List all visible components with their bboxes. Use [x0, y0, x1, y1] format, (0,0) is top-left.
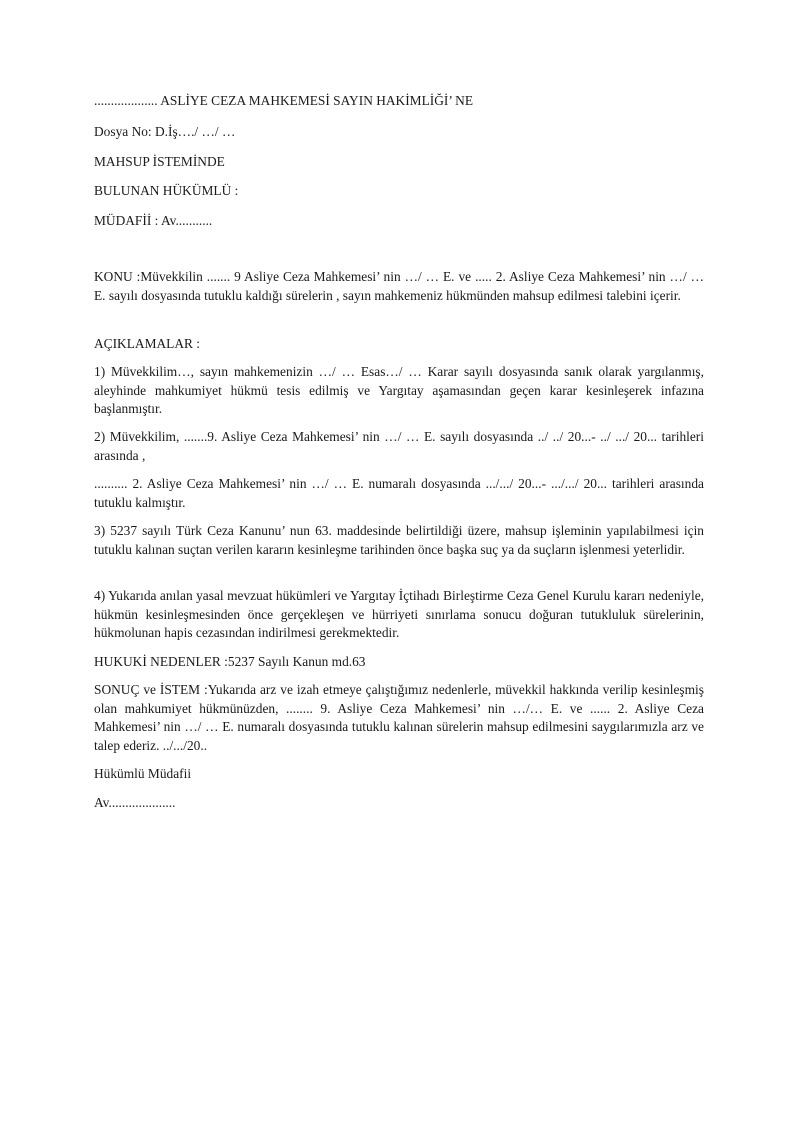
- request-label: MAHSUP İSTEMİNDE: [94, 154, 225, 169]
- explanations-heading: AÇIKLAMALAR :: [94, 336, 201, 351]
- explanation-item-3: 3) 5237 sayılı Türk Ceza Kanunu’ nun 63. maddesinde belirtildiği üzere, mahsup işleminin yapılabilmesi için tutuklu kalınan suçtan verilen kararın kesinleşme tarihinden önce başka suç ya da suçların işlenmesi yeterlidir.: [94, 523, 704, 557]
- explanation-item-2-continued: .......... 2. Asliye Ceza Mahkemesi’ nin …/ … E. numaralı dosyasında .../.../ 20...- .../.../ 20... tarihleri arasında tutuklu kalmıştır.: [94, 476, 704, 510]
- court-heading: ................... ASLİYE CEZA MAHKEMESİ SAYIN HAKİMLİĞİ’ NE: [94, 93, 474, 108]
- subject-paragraph: KONU :Müvekkilin ....... 9 Asliye Ceza Mahkemesi’ nin …/ … E. ve ..... 2. Asliye Ceza Mahkemesi’ nin …/ … E. sayılı dosyasında tutuklu kaldığı sürelerin , sayın mahkemeniz hükmünden mahsup edilmesi talebini içerir.: [94, 269, 704, 303]
- explanation-item-4: 4) Yukarıda anılan yasal mevzuat hükümleri ve Yargıtay İçtihadı Birleştirme Ceza Genel Kurulu kararı nedeniyle, hükmün kesinleşmesinden önce gerçekleşen ve hürriyeti sınırlama sonucu doğuran tutukluluk sürelerinin, hükmolunan hapis cezasından indirilmesi gerekmektedir.: [94, 588, 704, 640]
- signature-name: Av....................: [94, 795, 176, 810]
- signature-title: Hükümlü Müdafii: [94, 766, 192, 781]
- explanation-item-1: 1) Müvekkilim…, sayın mahkemenizin …/ … Esas…/ … Karar sayılı dosyasında sanık olarak yargılanmış, aleyhinde mahkumiyet hükmü tesis edilmiş ve Yargıtay aşamasından geçen karar kesinleşerek infazına başlanmıştır.: [94, 364, 704, 416]
- explanation-item-2: 2) Müvekkilim, .......9. Asliye Ceza Mahkemesi’ nin …/ … E. sayılı dosyasında ../ ../ 20...- ../ .../ 20... tarihleri arasında ,: [94, 429, 704, 463]
- conclusion-paragraph: SONUÇ ve İSTEM :Yukarıda arz ve izah etmeye çalıştığımız nedenlerle, müvekkil hakkında verilip kesinleşmiş olan mahkumiyet hükmünüzden, ........ 9. Asliye Ceza Mahkemesi’ nin …/… E. ve ...... 2. Asliye Ceza Mahkemesi’ nin …/ … E. numaralı dosyasında tutuklu kalınan sürelerin mahsup edilmesini saygılarımızla arz ve talep ederiz. ../.../20..: [94, 682, 704, 753]
- convict-label: BULUNAN HÜKÜMLÜ :: [94, 183, 239, 198]
- file-number: Dosya No: D.İş…./ …/ …: [94, 124, 236, 139]
- counsel-label: MÜDAFİİ : Av...........: [94, 213, 213, 228]
- legal-grounds: HUKUKİ NEDENLER :5237 Sayılı Kanun md.63: [94, 654, 366, 669]
